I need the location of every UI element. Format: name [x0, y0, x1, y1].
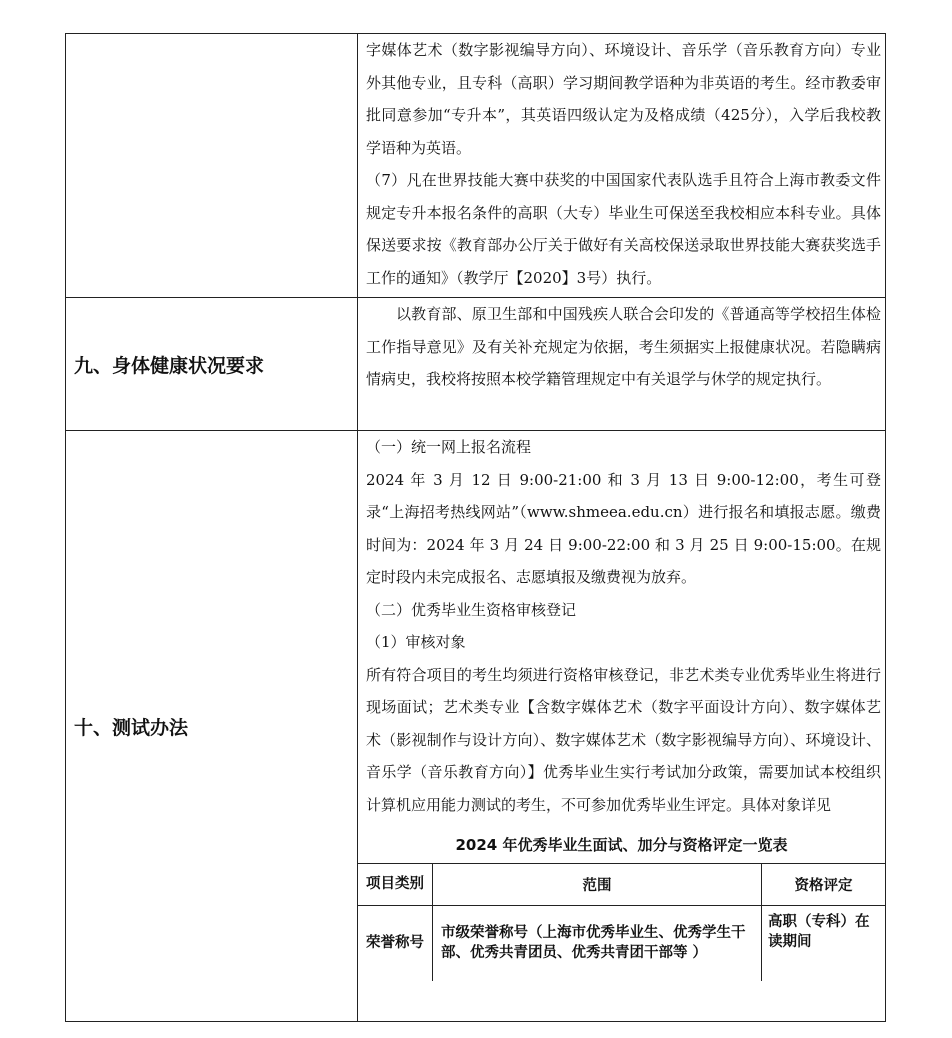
- column-header-category: 项目类别: [358, 864, 433, 906]
- column-header-qualification: 资格评定: [762, 864, 886, 906]
- paragraph-language: 字媒体艺术（数字影视编导方向）、环境设计、音乐学（音乐教育方向）专业外其他专业，且专科（高职）学习期间教学语种为非英语的考生。经市教委审批同意参加“专升本”，其英语四级认定为及格成绩（425分），入学后我校教学语种为英语。: [366, 41, 881, 157]
- paragraph-world-skills: （7）凡在世界技能大赛中获奖的中国国家代表队选手且符合上海市教委文件规定专升本报名条件的高职（大专）毕业生可保送至我校相应本科专业。具体保送要求按《教育部办公厅关于做好有关高校保送录取世界技能大赛获奖选手工作的通知》（教学厅【2020】3号）执行。: [366, 171, 881, 287]
- evaluation-table: [358, 863, 885, 981]
- table-header-row: [358, 864, 885, 906]
- document-table: [65, 33, 886, 1022]
- cell-scope: 市级荣誉称号（上海市优秀毕业生、优秀学生干部、优秀共青团员、优秀共青团干部等 ）: [433, 906, 762, 981]
- row-content: [358, 431, 885, 1021]
- cell-qualification: 高职（专科）在读期间: [762, 906, 886, 981]
- column-header-scope: 范围: [433, 864, 762, 906]
- row-label: 十、测试办法: [66, 431, 358, 1021]
- row-label: [66, 34, 358, 297]
- row-admission-continued: [66, 34, 885, 298]
- heading-qualification-review: （二）优秀毕业生资格审核登记: [366, 600, 577, 619]
- heading-online-registration: （一）统一网上报名流程: [366, 438, 532, 456]
- heading-review-targets: （1）审核对象: [366, 633, 466, 651]
- row-health-requirements: [66, 298, 885, 431]
- row-content: [358, 34, 885, 297]
- table-title: 2024 年优秀毕业生面试、加分与资格评定一览表: [455, 836, 788, 854]
- paragraph-review-targets: 所有符合项目的考生均须进行资格审核登记，非艺术类专业优秀毕业生将进行现场面试；艺术类专业【含数字媒体艺术（数字平面设计方向）、数字媒体艺术（影视制作与设计方向）、数字媒体艺术（数字影视编导方向）、环境设计、音乐学（音乐教育方向）】优秀毕业生实行考试加分政策，需要加试本校组织计算机应用能力测试的考生，不可参加优秀毕业生评定。具体对象详见: [366, 665, 881, 814]
- row-label: 九、身体健康状况要求: [66, 298, 358, 430]
- paragraph-health: 以教育部、原卫生部和中国残疾人联合会印发的《普通高等学校招生体检工作指导意见》及有关补充规定为依据，考生须据实上报健康状况。若隐瞒病情病史，我校将按照本校学籍管理规定中有关退学与休学的规定执行。: [366, 305, 881, 388]
- row-test-methods: [66, 431, 885, 1021]
- row-content: [358, 298, 885, 430]
- table-row: [358, 906, 885, 981]
- paragraph-registration-dates: 2024 年 3 月 12 日 9:00-21:00 和 3 月 13 日 9:00-12:00，考生可登录“上海招考热线网站”（www.shmeea.edu.cn）进行报名和填报志愿。缴费时间为：2024 年 3 月 24 日 9:00-22:00 和 3 月 25 日 9:00-15:00。在规定时段内未完成报名、志愿填报及缴费视为放弃。: [366, 470, 881, 586]
- cell-category: 荣誉称号: [358, 906, 433, 981]
